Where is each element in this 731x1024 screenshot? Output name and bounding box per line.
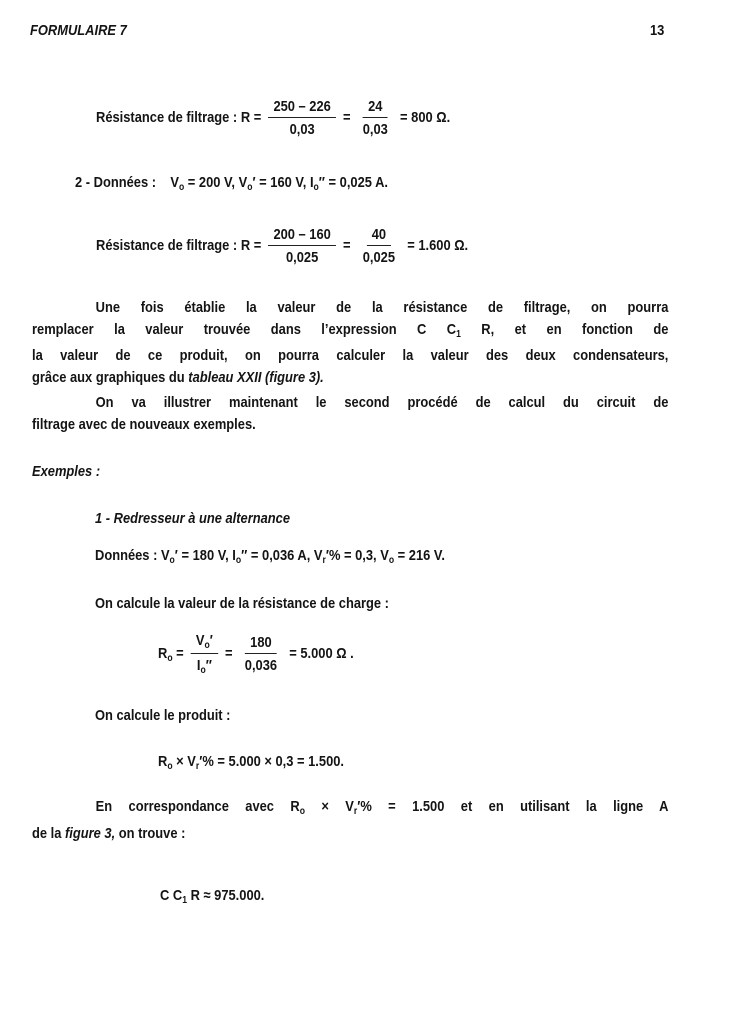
sub: o <box>204 640 210 651</box>
text: de la <box>32 824 65 842</box>
formula-filter-resistance-2 <box>96 226 468 266</box>
sub: 1 <box>182 895 188 906</box>
calc-load-text: On calcule la valeur de la résistance de charge : <box>95 595 389 612</box>
text-line <box>32 367 668 389</box>
equals: = <box>343 108 351 126</box>
fraction <box>358 98 393 138</box>
calc-product-text: On calcule le produit : <box>95 707 231 724</box>
text: on trouve : <box>115 824 186 842</box>
text-line <box>32 823 668 845</box>
product-formula <box>158 753 344 772</box>
text: ′% = 1.500 et en utilisant la ligne A <box>357 798 669 815</box>
text: remplacer la valeur trouvée dans l’expression C C <box>32 320 457 338</box>
example-title: 1 - Redresseur à une alternance <box>95 510 291 527</box>
sub: r <box>195 761 200 772</box>
label: 2 - Données : <box>75 174 157 191</box>
var: V <box>170 174 179 191</box>
text: Données : V <box>95 547 170 564</box>
text: = 200 V, V <box>184 174 248 191</box>
numerator: 180 <box>245 634 277 654</box>
sub: r <box>322 555 326 566</box>
running-header-title: FORMULAIRE 7 <box>30 22 127 39</box>
fraction <box>268 98 336 138</box>
numerator: 24 <box>363 98 388 118</box>
text: = 216 V. <box>394 547 445 564</box>
text: ″ = 0,036 A, V <box>241 547 323 564</box>
final-result <box>160 887 264 906</box>
denominator: 0,03 <box>289 121 315 138</box>
var: R <box>158 644 168 662</box>
numerator <box>191 632 218 654</box>
reference: tableau XXII (figure 3). <box>188 368 324 386</box>
data-line-2 <box>75 174 388 193</box>
example-data <box>95 547 445 566</box>
denominator: 0,036 <box>244 657 278 674</box>
text-line <box>32 319 668 346</box>
text-line: la valeur de ce produit, on pourra calculer la valeur des deux condensateurs, <box>32 347 669 364</box>
denominator <box>192 654 217 676</box>
sub: 1 <box>456 328 461 340</box>
prime: ″ <box>205 657 212 674</box>
result: = 800 Ω. <box>400 108 451 126</box>
sub: o <box>169 555 175 566</box>
text-line: filtrage avec de nouveaux exemples. <box>32 415 256 433</box>
formula-label: Résistance de filtrage : R = <box>96 236 262 254</box>
paragraph-1 <box>32 297 668 388</box>
reference: figure 3, <box>64 824 116 842</box>
sub: o <box>235 555 242 566</box>
equals: = <box>225 644 233 662</box>
prime: ′ <box>209 632 213 649</box>
sub: r <box>353 806 358 817</box>
result: = 1.600 Ω. <box>407 236 469 254</box>
equals: = <box>172 644 184 662</box>
numerator: 40 <box>367 226 392 246</box>
fraction <box>240 634 283 674</box>
text: × V <box>304 798 354 815</box>
sub: o <box>313 182 319 193</box>
text: En correspondance avec R <box>95 798 300 815</box>
fraction <box>191 632 218 676</box>
text: ′ = 180 V, I <box>174 547 236 564</box>
paragraph-correspondence <box>32 796 668 844</box>
text: × V <box>172 753 196 770</box>
sub: o <box>299 806 305 817</box>
formula-label: Résistance de filtrage : R = <box>96 108 262 126</box>
text-line: Une fois établie la valeur de la résistance de filtrage, on pourra <box>95 299 669 316</box>
text-line <box>32 796 668 823</box>
text: C C <box>160 887 183 904</box>
paragraph-2 <box>32 392 668 435</box>
sub: o <box>200 665 206 676</box>
text: grâce aux graphiques du <box>32 368 189 386</box>
text: ″ = 0,025 A. <box>318 174 388 191</box>
sub: o <box>247 182 253 193</box>
denominator: 0,025 <box>362 249 396 266</box>
var: I <box>196 657 201 674</box>
result: = 5.000 Ω . <box>289 644 354 662</box>
formula-filter-resistance-1 <box>96 98 450 138</box>
text: ′ = 160 V, I <box>252 174 314 191</box>
text: ′% = 5.000 × 0,3 = 1.500. <box>199 753 345 770</box>
var: V <box>195 632 205 649</box>
text: ′% = 0,3, V <box>325 547 389 564</box>
numerator: 200 – 160 <box>268 226 336 246</box>
numerator: 250 – 226 <box>268 98 336 118</box>
text: R ≈ 975.000. <box>187 887 265 904</box>
equals: = <box>343 236 351 254</box>
sub: o <box>167 761 173 772</box>
text: R, et en fonction de <box>460 320 669 338</box>
text-line: On va illustrer maintenant le second procédé de calcul du circuit de <box>95 394 669 411</box>
sub: o <box>388 555 395 566</box>
fraction <box>358 226 401 266</box>
text: R <box>158 753 168 770</box>
denominator: 0,03 <box>362 121 388 138</box>
fraction <box>268 226 336 266</box>
formula-load-resistance <box>158 632 354 676</box>
sub: o <box>178 182 185 193</box>
denominator: 0,025 <box>285 249 319 266</box>
page-number: 13 <box>650 22 665 39</box>
examples-heading: Exemples : <box>32 463 101 480</box>
sub: o <box>167 652 173 664</box>
